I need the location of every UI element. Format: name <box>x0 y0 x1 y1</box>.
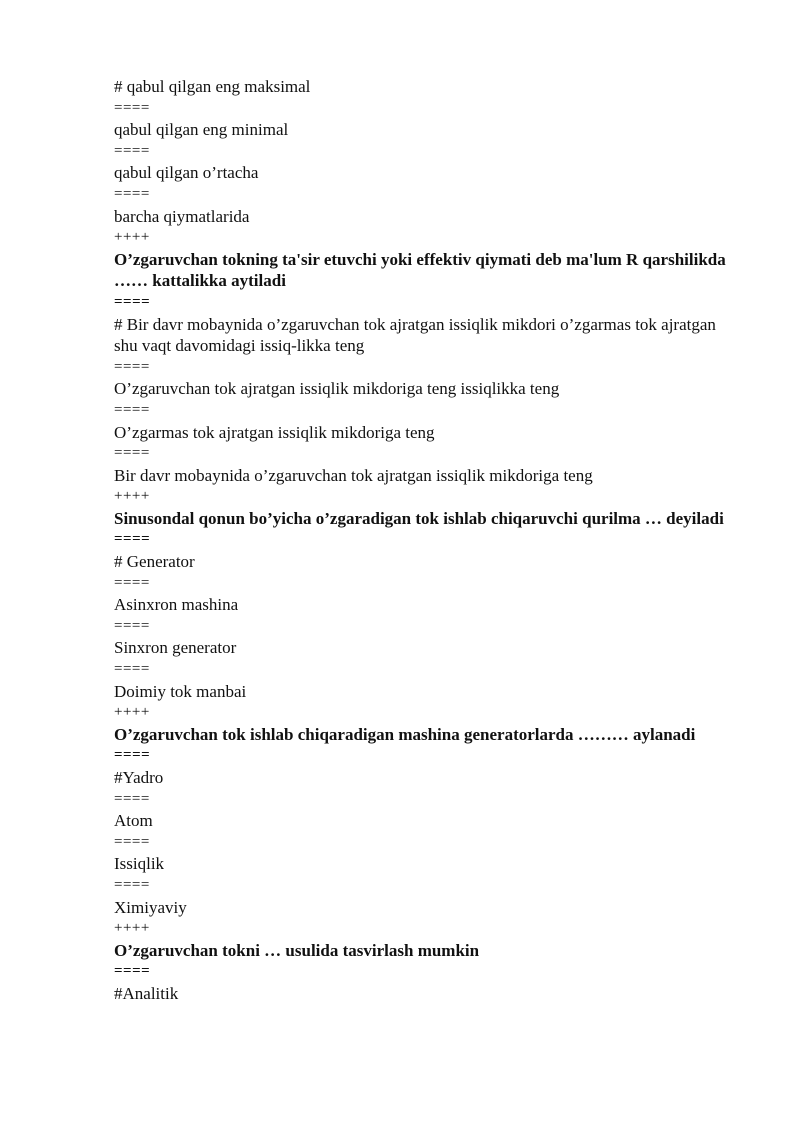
option-separator: ==== <box>114 531 151 548</box>
answer-option: Asinxron mashina <box>114 595 239 615</box>
answer-option: Ximiyaviy <box>114 897 187 917</box>
option-separator: ==== <box>114 142 150 159</box>
answer-option: barcha qiymatlarida <box>114 206 250 226</box>
answer-option: # Generator <box>114 552 195 572</box>
option-separator: ==== <box>114 401 150 418</box>
answer-option: # qabul qilgan eng maksimal <box>114 77 311 96</box>
answer-option: Bir davr mobaynida o’zgaruvchan tok ajratgan issiqlik mikdoriga teng <box>114 465 593 485</box>
question-text: O’zgaruvchan tok ishlab chiqaradigan mashina generatorlarda ……… aylanadi <box>114 724 696 744</box>
answer-option: # Bir davr mobaynida o’zgaruvchan tok ajratgan issiqlik mikdori o’zgarmas tok ajratgan shu vaqt davomidagi issiq-likka teng <box>114 314 716 356</box>
document-page <box>114 76 734 1005</box>
answer-option: #Yadro <box>114 768 164 787</box>
option-separator: ==== <box>114 99 150 116</box>
answer-option: Atom <box>114 811 153 831</box>
option-separator: ==== <box>114 185 150 202</box>
option-separator: ==== <box>114 747 151 764</box>
question-separator: ++++ <box>114 920 150 937</box>
answer-option: qabul qilgan eng minimal <box>114 120 289 140</box>
option-separator: ==== <box>114 445 150 462</box>
answer-option: #Analitik <box>114 983 179 1003</box>
question-separator: ++++ <box>114 229 150 246</box>
option-separator: ==== <box>114 358 150 375</box>
option-separator: ==== <box>114 876 150 893</box>
question-text: Sinusondal qonun bo’yicha o’zgaradigan tok ishlab chiqaruvchi qurilma … deyiladi <box>114 508 724 528</box>
question-text: O’zgaruvchan tokni … usulida tasvirlash mumkin <box>114 940 480 960</box>
answer-option: qabul qilgan o’rtacha <box>114 163 259 183</box>
option-separator: ==== <box>114 833 150 850</box>
answer-option: O’zgaruvchan tok ajratgan issiqlik mikdoriga teng issiqlikka teng <box>114 379 560 399</box>
option-separator: ==== <box>114 617 150 634</box>
option-separator: ==== <box>114 293 151 310</box>
answer-option: O’zgarmas tok ajratgan issiqlik mikdoriga teng <box>114 422 435 442</box>
question-separator: ++++ <box>114 488 150 505</box>
question-separator: ++++ <box>114 704 150 721</box>
answer-option: Sinxron generator <box>114 638 237 658</box>
option-separator: ==== <box>114 574 150 591</box>
option-separator: ==== <box>114 790 150 807</box>
option-separator: ==== <box>114 963 151 980</box>
question-text: O’zgaruvchan tokning ta'sir etuvchi yoki effektiv qiymati deb ma'lum R qarshilikda …… kattalikka aytiladi <box>114 249 726 291</box>
answer-option: Doimiy tok manbai <box>114 681 247 701</box>
option-separator: ==== <box>114 661 150 678</box>
answer-option: Issiqlik <box>114 854 165 874</box>
